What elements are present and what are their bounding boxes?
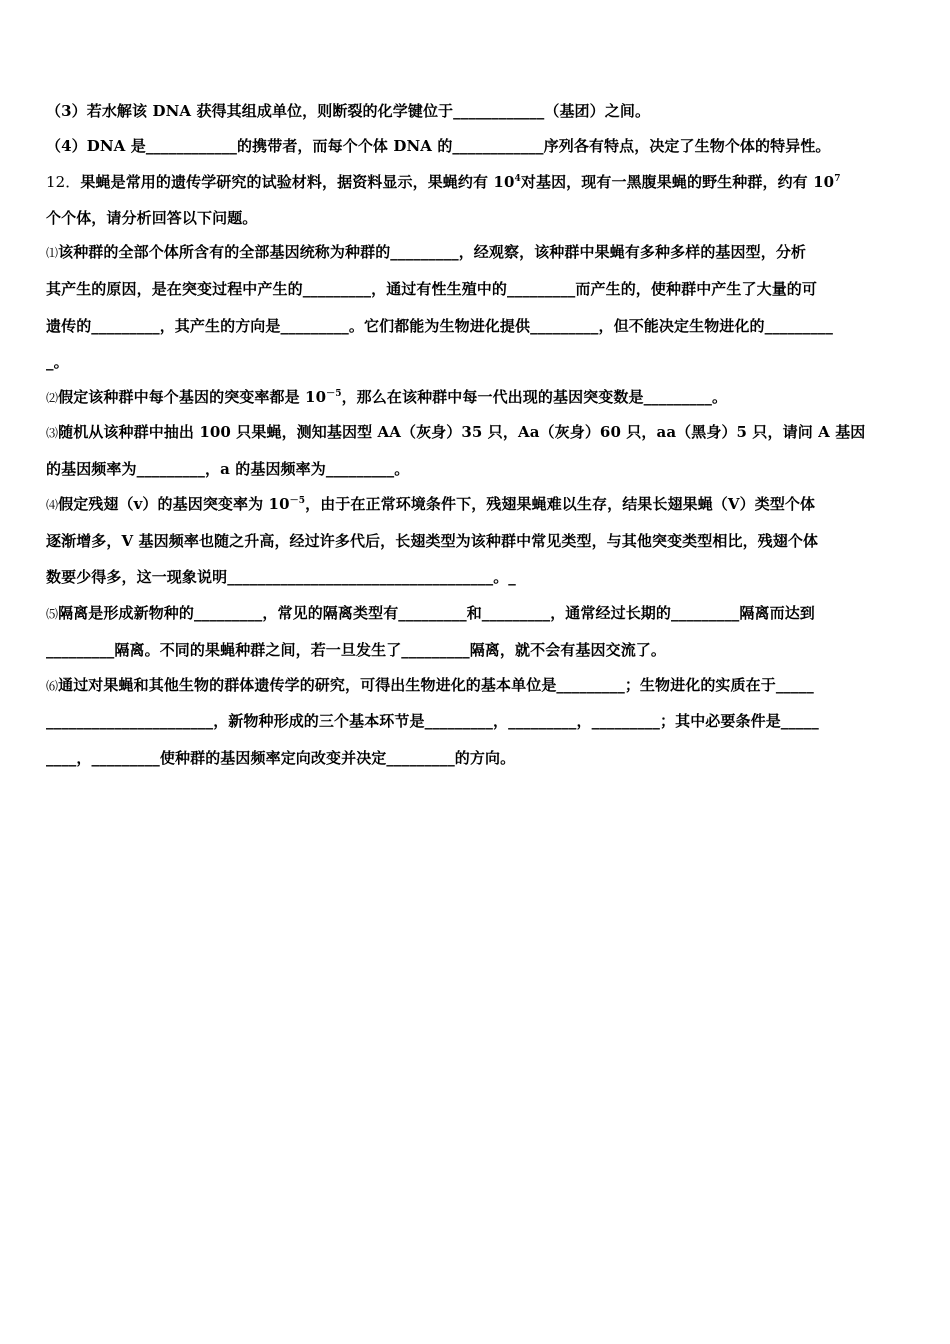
sub-6-line-1 — [46, 675, 908, 696]
sub-6-text-3: ____，_________使种群的基因频率定向改变并决定_________的方向。 — [46, 749, 516, 767]
sub-3-text-2: 的基因频率为_________，a 的基因频率为_________。 — [46, 460, 410, 478]
sub-4-text-2: 逐渐增多，V 基因频率也随之升高，经过许多代后，长翅类型为该种群中常见类型，与其他突变类型相比，残翅个体 — [46, 532, 819, 550]
sub-2-line — [46, 387, 908, 408]
sub-1-text-3: 遗传的_________，其产生的方向是_________。它们都能为生物进化提供_________，但不能决定生物进化的_________ — [46, 317, 834, 335]
question-12-number: 12． — [46, 173, 81, 191]
sub-1-text-1: 该种群的全部个体所含有的全部基因统称为种群的_________，经观察，该种群中果蝇有多种多样的基因型，分析 — [58, 243, 807, 261]
sub-2-marker: ⑵ — [46, 391, 59, 405]
sub-3-text-1: 随机从该种群中抽出 100 只果蝇，测知基因型 AA（灰身）35 只，Aa（灰身）60 只，aa（黑身）5 只，请问 A 基因 — [58, 423, 866, 441]
question-12-stem-line-2 — [46, 208, 908, 228]
sub-5-text-1: 隔离是形成新物种的_________，常见的隔离类型有_________和_________，通常经过长期的_________隔离而达到 — [58, 604, 815, 622]
question-12-stem-line-1 — [46, 172, 908, 192]
sub-3-marker: ⑶ — [46, 426, 59, 440]
sub-2-text-b: ，那么在该种群中每一代出现的基因突变数是_________。 — [341, 388, 728, 406]
sub-2-text-a: 假定该种群中每个基因的突变率都是 10 — [58, 388, 327, 406]
sub-6-line-3 — [46, 748, 908, 768]
sub-4-text-b: ，由于在正常环境条件下，残翅果蝇难以生存，结果长翅果蝇（V）类型个体 — [305, 495, 816, 513]
sub-5-marker: ⑸ — [46, 607, 59, 621]
sub-5-line-1 — [46, 603, 908, 624]
question-3-text: （3）若水解该 DNA 获得其组成单位，则断裂的化学键位于____________（基团）之间。 — [46, 102, 651, 120]
exponent-4: 4 — [514, 174, 521, 184]
question-12-stem-c: 个个体，请分析回答以下问题。 — [46, 209, 258, 227]
sub-1-marker: ⑴ — [46, 246, 59, 260]
sub-3-line-1 — [46, 422, 908, 443]
sub-4-marker: ⑷ — [46, 498, 59, 512]
sub-6-text-2: ______________________，新物种形成的三个基本环节是_________，_________，_________；其中必要条件是_____ — [46, 712, 819, 730]
sub-1-line-1 — [46, 242, 908, 263]
sub-1-line-3 — [46, 316, 908, 336]
sub-5-line-2 — [46, 640, 908, 660]
exponent-minus-5: －5 — [326, 389, 342, 399]
sub-1-line-4 — [46, 352, 908, 372]
sub-6-line-2 — [46, 711, 908, 731]
sub-4-text-3: 数要少得多，这一现象说明___________________________________。_ — [46, 568, 516, 586]
exponent-minus-5-b: －5 — [289, 496, 306, 506]
question-4-line — [46, 136, 908, 156]
exponent-7: 7 — [834, 174, 841, 184]
sub-3-line-2 — [46, 459, 908, 479]
question-3-line — [46, 101, 908, 121]
question-4-text: （4）DNA 是____________的携带者，而每个个体 DNA 的____________序列各有特点，决定了生物个体的特异性。 — [46, 137, 831, 155]
sub-1-line-2 — [46, 279, 908, 299]
sub-6-text-1: 通过对果蝇和其他生物的群体遗传学的研究，可得出生物进化的基本单位是_________；生物进化的实质在于_____ — [58, 676, 814, 694]
question-12-stem-a: 果蝇是常用的遗传学研究的试验材料，据资料显示，果蝇约有 10 — [80, 173, 515, 191]
sub-4-line-2 — [46, 531, 908, 551]
sub-4-line-3 — [46, 567, 908, 587]
sub-4-line-1 — [46, 494, 908, 515]
question-12-stem-b: 对基因，现有一黑腹果蝇的野生种群，约有 10 — [520, 173, 835, 191]
sub-1-text-4: _。 — [46, 353, 69, 371]
sub-6-marker: ⑹ — [46, 679, 59, 693]
sub-5-text-2: _________隔离。不同的果蝇种群之间，若一旦发生了_________隔离，就不会有基因交流了。 — [46, 641, 667, 659]
sub-1-text-2: 其产生的原因，是在突变过程中产生的_________，通过有性生殖中的_________而产生的，使种群中产生了大量的可 — [46, 280, 818, 298]
sub-4-text-a: 假定残翅（v）的基因突变率为 10 — [58, 495, 290, 513]
